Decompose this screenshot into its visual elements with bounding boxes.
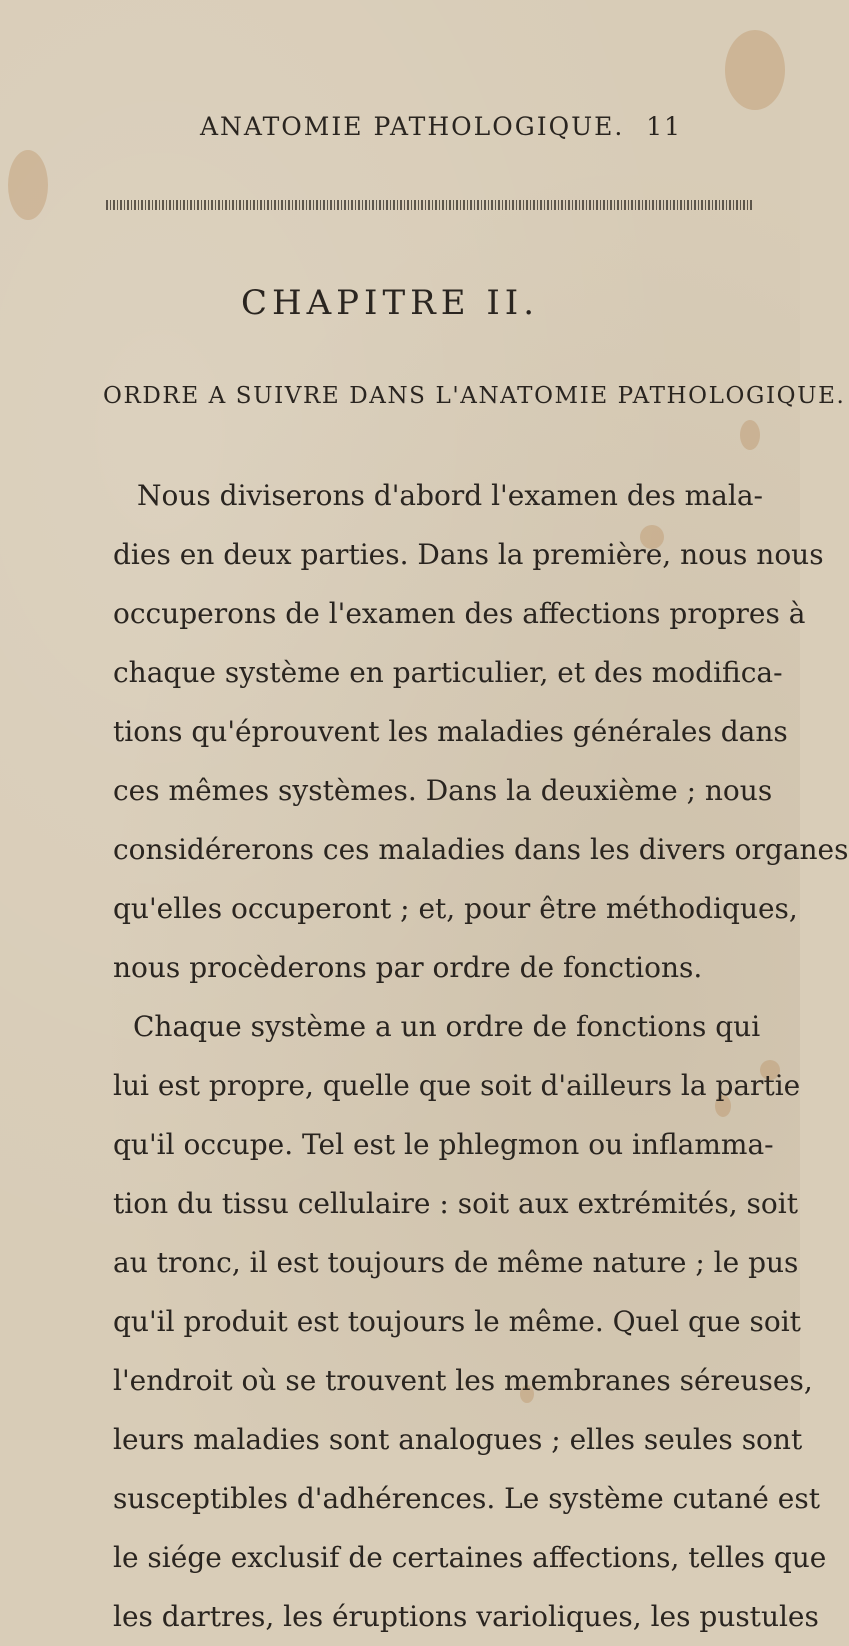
- running-head-title: ANATOMIE PATHOLOGIQUE.: [200, 112, 625, 141]
- text-line: qu'elles occuperont ; et, pour être méthodiques,: [113, 892, 798, 925]
- foxing-spot: [8, 150, 48, 220]
- page-number: 11: [646, 112, 682, 141]
- chapter-heading: [0, 283, 800, 323]
- text-line: dies en deux parties. Dans la première, nous nous: [113, 538, 824, 571]
- text-line: Chaque système a un ordre de fonctions qui: [133, 1010, 761, 1043]
- section-title: ORDRE A SUIVRE DANS L'ANATOMIE PATHOLOGIQUE.: [103, 383, 846, 409]
- text-line: l'endroit où se trouvent les membranes séreuses,: [113, 1364, 813, 1397]
- chapter-heading-text: CHAPITRE II.: [240, 283, 540, 323]
- foxing-spot: [740, 420, 760, 450]
- text-line: qu'il produit est toujours le même. Quel que soit: [113, 1305, 801, 1338]
- text-line: Nous diviserons d'abord l'examen des mala-: [137, 479, 763, 512]
- body-text: [113, 466, 849, 1646]
- text-line: nous procèderons par ordre de fonctions.: [113, 951, 703, 984]
- text-line: tions qu'éprouvent les maladies générales dans: [113, 715, 788, 748]
- text-line: susceptibles d'adhérences. Le système cutané est: [113, 1482, 820, 1515]
- text-line: au tronc, il est toujours de même nature ; le pus: [113, 1246, 799, 1279]
- text-line: ces mêmes systèmes. Dans la deuxième ; nous: [113, 774, 773, 807]
- text-line: tion du tissu cellulaire : soit aux extrémités, soit: [113, 1187, 798, 1220]
- text-line: qu'il occupe. Tel est le phlegmon ou inflamma-: [113, 1128, 774, 1161]
- running-head: [200, 112, 700, 148]
- text-line: lui est propre, quelle que soit d'ailleurs la partie: [113, 1069, 801, 1102]
- text-line: occuperons de l'examen des affections propres à: [113, 597, 806, 630]
- text-line: considérerons ces maladies dans les divers organes: [113, 833, 849, 866]
- text-line: chaque système en particulier, et des modifica-: [113, 656, 783, 689]
- decorative-rule: [106, 200, 752, 210]
- text-line: le siége exclusif de certaines affections, telles que: [113, 1541, 827, 1574]
- foxing-spot: [725, 30, 785, 110]
- text-line: les dartres, les éruptions varioliques, les pustules: [113, 1600, 819, 1633]
- text-line: leurs maladies sont analogues ; elles seules sont: [113, 1423, 803, 1456]
